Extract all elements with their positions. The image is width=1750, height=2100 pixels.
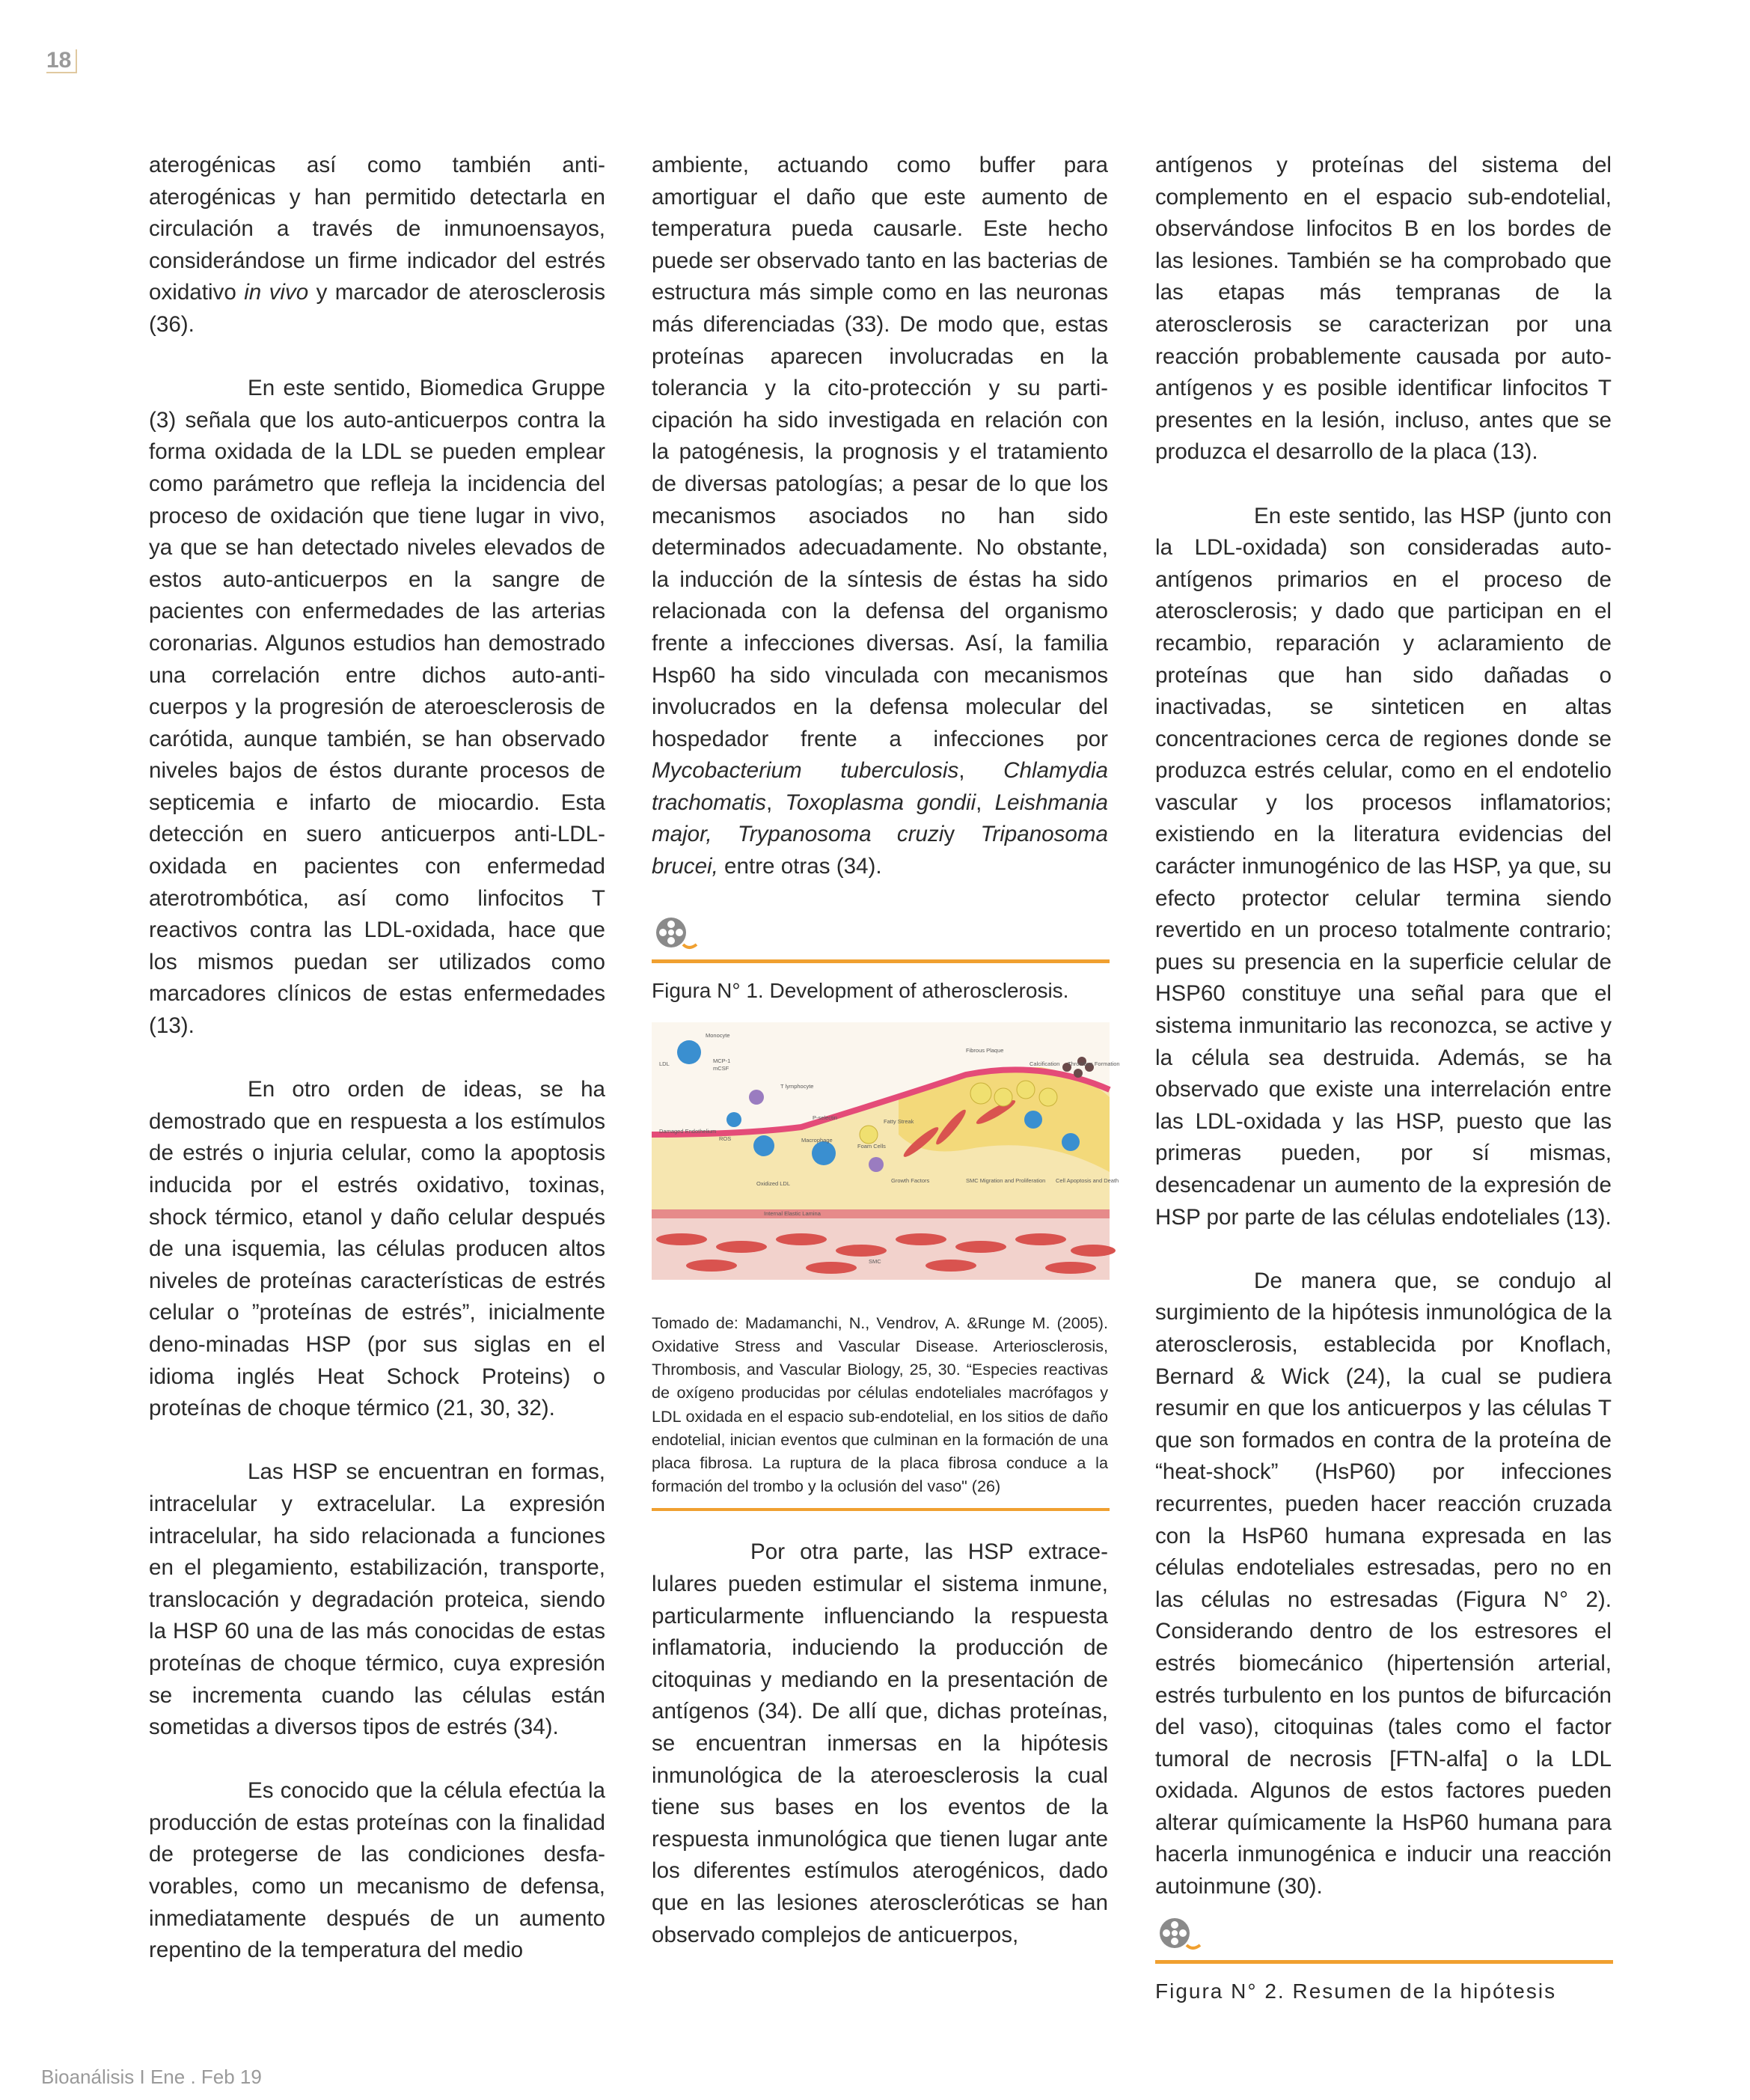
label-apop: Cell Apoptosis and Death	[1056, 1176, 1119, 1184]
label-iel: Internal Elastic Lamina	[764, 1209, 821, 1217]
label-growth: Growth Factors	[891, 1176, 930, 1184]
label-smcmig: SMC Migration and Proliferation	[966, 1176, 1046, 1184]
paragraph: Por otra parte, las HSP extrace-lulares pueden estimular el sistema inmune, particularmente influenciando la respuesta inflamatoria, induciendo la producción de citoquinas y mediando en la presentación de antígenos (34). De allí que, dichas proteínas, se encuentran inmersas en la hipótesis inmunológica de la ateroesclerosis la cual tiene sus bases en los eventos de la respuesta inmunológica que tienen lugar ante los diferentes estímulos aterogénicos, dado que en las lesiones ateroscleróticas se han observado complejos de anticuerpos,	[652, 1539, 1108, 1947]
film-reel-icon	[652, 915, 701, 953]
label-mcsf: mCSF	[713, 1064, 729, 1072]
label-fibrous: Fibrous Plaque	[966, 1046, 1004, 1054]
label-smc: SMC	[869, 1257, 881, 1265]
figure-divider	[652, 1508, 1110, 1511]
column-1	[149, 150, 605, 1998]
paragraph: En este sentido, Biomedica Gruppe (3) señala que los auto-anticuerpos contra la forma oxidada de la LDL se pueden emplear como parámetro que refleja la incidencia del proceso de oxidación que tiene lugar in vivo, ya que se han detectado niveles elevados de estos auto-anticuerpos en la sangre de pacientes con enfermedades de las arterias coronarias. Algunos estudios han demostrado una correlación entre dichos auto-anti-cuerpos y la progresión de ateroesclerosis de carótida, aunque también, se han observado niveles bajos de éstos durante procesos de septicemia e infarto de miocardio. Esta detección en suero anticuerpos anti-LDL-oxidada en pacientes con enfermedad aterotrombótica, así como linfocitos T reactivos contra las LDL-oxidada, hace que los mismos puedan ser utilizados como marcadores clínicos de estas enfermedades (13).	[149, 376, 605, 1039]
label-ldl: LDL	[659, 1060, 670, 1067]
figure-divider	[652, 959, 1110, 963]
label-calc: Calcification	[1029, 1060, 1060, 1067]
label-damaged: Damaged Endothelium	[659, 1127, 717, 1135]
figure-1-caption: Tomado de: Madamanchi, N., Vendrov, A. &Runge M. (2005). Oxidative Stress and Vascular Disease. Arteriosclerosis, Thrombosis, and Vascular Biology, 25, 30. “Especies reactivas de oxígeno producidas por células endoteliales macrófagos y LDL oxidada en el espacio sub-endotelial, en los sitios de daño endotelial, inician eventos que culminan en la formación de una placa fibrosa. La ruptura de la placa fibrosa conduce a la formación del trombo y la oclusión del vaso" (26)	[652, 1313, 1108, 1496]
paragraph: En este sentido, las HSP (junto con la LDL-oxidada) son consideradas auto-antígenos primarios en el proceso de aterosclerosis; y dado que participan en el recambio, reparación y aclaramiento de proteínas que han sido dañadas o inactivadas, se sinteticen en altas concentraciones cerca de regiones donde se produzca estrés celular, como en el endotelio vascular y los procesos inflamatorios; existiendo en la literatura evidencias del carácter inmunogénico de las HSP, ya que, su efecto protector celular termina siendo revertido en un proceso totalmente contrario; pues su presencia en la superficie celular de HSP60 constituye una señal para que el sistema inmunitario las reconozca, se active y la célula sea destruida. Además, se ha observado que existe una interrelación entre las LDL-oxidada y las HSP, puesto que las primeras pueden, por sí mismas, desencadenar un aumento de la expresión de HSP por parte de las células endoteliales (13).	[1155, 503, 1612, 1230]
label-tlymph: T lymphocyte	[780, 1082, 814, 1090]
footer: Bioanálisis I Ene . Feb 19	[41, 2066, 262, 2088]
column-3	[1155, 150, 1612, 2022]
figure-1-title: Figura N° 1. Development of atherosclerosis.	[652, 979, 1069, 1003]
figure-2-title: Figura N° 2. Resumen de la hipótesis	[1155, 1979, 1557, 2003]
label-mcp: MCP-1	[713, 1057, 731, 1064]
label-ros: ROS	[719, 1135, 732, 1142]
figure-1-illustration	[652, 1022, 1120, 1280]
paragraph: En otro orden de ideas, se ha demostrado que en respuesta a los estímulos de estrés o injuria celular, como la apoptosis inducida por el estrés oxidativo, toxinas, shock térmico, etanol y daño celular después de una isquemia, las células producen altos niveles de proteínas características de estrés celular o ”proteínas de estrés”, inicialmente deno-minadas HSP (por sus siglas en el idioma inglés Heat Schock Proteins) o proteínas de choque térmico (21, 30, 32).	[149, 1077, 605, 1421]
label-foam: Foam Cells	[857, 1142, 886, 1150]
figure-divider	[1155, 1960, 1613, 1964]
film-reel-icon	[1155, 1915, 1205, 1954]
label-pselectin: P-selectin	[813, 1114, 837, 1121]
paragraph: ambiente, actuando como buffer para amortiguar el daño que este aumento de temperatura pueda causarle. Este hecho puede ser observado tanto en las bacterias de estructura más simple como en las neuronas más diferenciadas (33). De modo que, estas proteínas aparecen involucradas en la tolerancia y la cito-protección y su parti-cipación ha sido investigada en relación con la patogénesis, la prognosis y el tratamiento de diversas patologías; a pesar de lo que los mecanismos asociados no han sido determinados adecuadamente. No obstante, la inducción de la síntesis de éstas ha sido relacionada con la defensa del organismo frente a infecciones diversas. Así, la familia Hsp60 ha sido vinculada con mecanismos involucrados en la defensa molecular del hospedador frente a infecciones por Mycobacterium tuberculosis, Chlamydia trachomatis, Toxoplasma gondii, Leishmania major, Trypanosoma cruziy Tripanosoma brucei, entre otras (34).	[652, 153, 1109, 879]
paragraph: antígenos y proteínas del sistema del complemento en el espacio sub-endotelial, observándose linfocitos B en los bordes de las lesiones. También se ha comprobado que las etapas más tempranas de la aterosclerosis se caracterizan por una reacción probablemente causada por auto-antígenos y es posible identificar linfocitos T presentes en la lesión, incluso, antes que se produzca el desarrollo de la placa (13).	[1155, 153, 1612, 465]
column-2	[652, 150, 1120, 1983]
label-thrombus: Thrombus Formation	[1068, 1060, 1120, 1067]
label-oxldl: Oxidized LDL	[756, 1179, 791, 1187]
page-number: 18	[46, 49, 77, 73]
label-fatty: Fatty Streak	[884, 1117, 914, 1125]
label-macrophage: Macrophage	[801, 1136, 833, 1144]
paragraph: De manera que, se condujo al surgimiento de la hipótesis inmunológica de la aterosclerosis, establecida por Knoflach, Bernard & Wick (24), la cual se pudiera resumir en que los anticuerpos y las células T que son formados en contra de la proteína de “heat-shock” (HsP60) por infecciones recurrentes, pueden hacer reacción cruzada con la HsP60 humana expresada en las células endoteliales estresadas, pero no en las células no estresadas (Figura N° 2). Considerando dentro de los estresores el estrés biomecánico (hipertensión arterial, estrés turbulento en los puntos de bifurcación del vaso), citoquinas (tales como el factor tumoral de necrosis [FTN-alfa] o la LDL oxidada. Algunos de estos factores pueden alterar químicamente la HsP60 humana para hacerla inmunogénica e inducir una reacción autoinmune (30).	[1155, 1268, 1612, 1899]
paragraph: Es conocido que la célula efectúa la producción de estas proteínas con la finalidad de protegerse de las condiciones desfa-vorables, como un mecanismo de defensa, inmediatamente después de un aumento repentino de la temperatura del medio	[149, 1778, 605, 1963]
label-monocyte: Monocyte	[706, 1031, 730, 1039]
paragraph: aterogénicas así como también anti-aterogénicas y han permitido detectarla en circulación a través de inmunoensayos, considerándose un firme indicador del estrés oxidativo in vivo y marcador de aterosclerosis (36).	[149, 153, 605, 337]
paragraph: Las HSP se encuentran en formas, intracelular y extracelular. La expresión intracelular, ha sido relacionada a funciones en el plegamiento, estabilización, transporte, translocación y degradación proteica, siendo la HSP 60 una de las más conocidas de estas proteínas de choque térmico, cuya expresión se incrementa cuando las células están sometidas a diversos tipos de estrés (34).	[149, 1459, 605, 1740]
